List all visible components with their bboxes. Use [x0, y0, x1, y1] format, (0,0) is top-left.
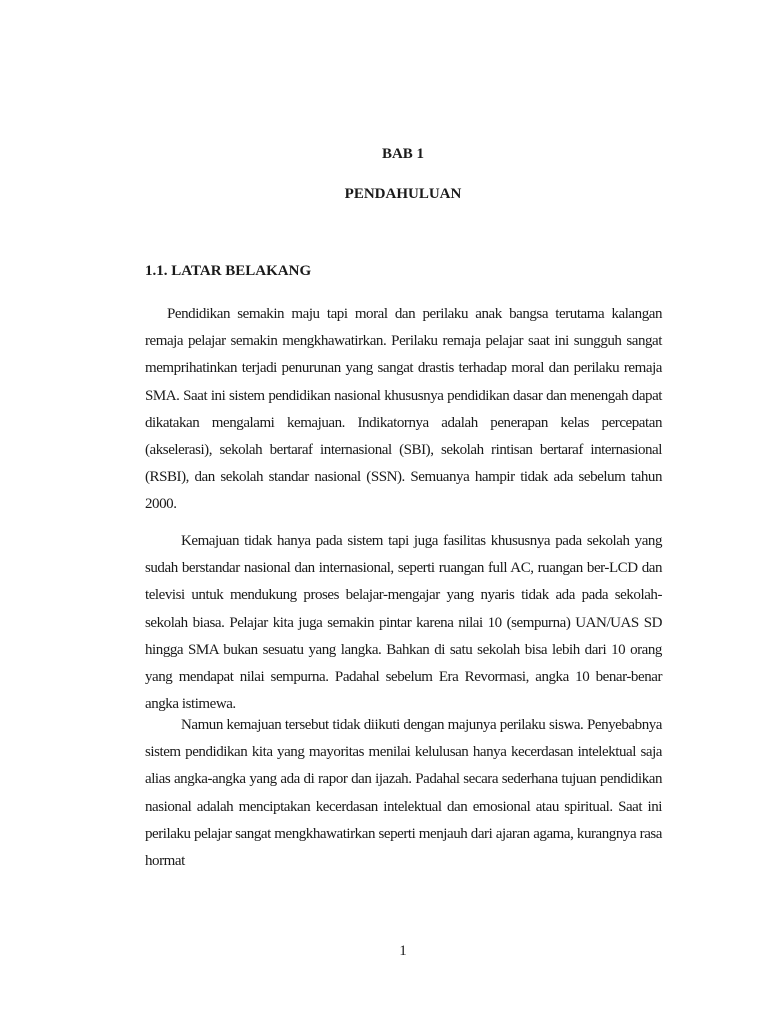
chapter-title: PENDAHULUAN	[344, 186, 462, 202]
chapter-label: BAB 1	[381, 146, 425, 162]
paragraph-3: Namun kemajuan tersebut tidak diikuti dengan majunya perilaku siswa. Penyebabnya sistem pendidikan kita yang mayoritas menilai kelulusan hanya kecerdasan intelektual saja alias angka-angka yang ada di rapor dan ijazah. Padahal secara sederhana tujuan pendidikan nasional adalah menciptakan kecerdasan intelektual dan emosional atau spiritual. Saat ini perilaku pelajar sangat mengkhawatirkan seperti menjauh dari ajaran agama, kurangnya rasa hormat	[145, 717, 662, 870]
section-heading: 1.1. LATAR BELAKANG	[145, 263, 312, 279]
page-number: 1	[399, 943, 407, 959]
paragraph-1: Pendidikan semakin maju tapi moral dan perilaku anak bangsa terutama kalangan remaja pelajar semakin mengkhawatirkan. Perilaku remaja pelajar saat ini sungguh sangat memprihatinkan terjadi penurunan yang sangat drastis terhadap moral dan perilaku remaja SMA. Saat ini sistem pendidikan nasional khususnya pendidikan dasar dan menengah dapat dikatakan mengalami kemajuan. Indikatornya adalah penerapan kelas percepatan (akselerasi), sekolah bertaraf internasional (SBI), sekolah rintisan bertaraf internasional (RSBI), dan sekolah standar nasional (SSN). Semuanya hampir tidak ada sebelum tahun 2000.	[145, 306, 662, 513]
paragraph-2: Kemajuan tidak hanya pada sistem tapi juga fasilitas khususnya pada sekolah yang sudah berstandar nasional dan internasional, seperti ruangan full AC, ruangan ber-LCD dan televisi untuk mendukung proses belajar-mengajar yang nyaris tidak ada pada sekolah-sekolah biasa. Pelajar kita juga semakin pintar karena nilai 10 (sempurna) UAN/UAS SD hingga SMA bukan sesuatu yang langka. Bahkan di satu sekolah bisa lebih dari 10 orang yang mendapat nilai sempurna. Padahal sebelum Era Revormasi, angka 10 benar-benar angka istimewa.	[145, 533, 662, 713]
